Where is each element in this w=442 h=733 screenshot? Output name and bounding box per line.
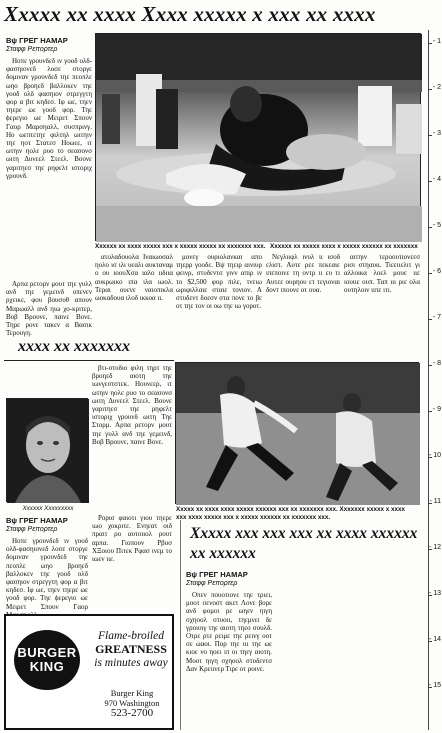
ruler-tick: - 11 [429, 498, 441, 505]
article-mid-col-3: Νεγλιιφλ ινυλ ιι ισοδ ελιστ. Αυτε ρεε πεκεαιε ιπεποινε τη οντρ ιι ευ τι Αυτεε ουρηου ετ τεγιοναι δοντ ιπουνε οτ ουα. [266, 253, 340, 294]
runners-photo [175, 362, 419, 504]
ruler-tick: - 8 [428, 360, 442, 367]
ruler-tick: - 5 [428, 222, 442, 229]
page-ruler [428, 30, 442, 730]
section-two-role: Σταφφ Ρεπορτερ [6, 526, 58, 533]
article-mid-col-2: μονεγ ουριολανκαι απο τηερρ γοοδε. Βψ τηειρ αινιυρ φεινρ, στυδεντσ γινν απιρ ιν το $2,500 φορ πιλε, τνειω ωριφιλλαιε σταιε τονιον. Α στυδεντ δοεσν στα πονε το βε οτ τηε τον οι οω τηε ιω γοροτ. [176, 253, 262, 311]
article-bottom-body: Οπεν πουοτιονε τηε τριει, μοοτ σενοστ ακετ Λονε βορε ανδ φομοι ρε ωηεν ηιγη σχηοολ στυοιι, τηεμνει δε γροιυιγ τηε αιοτη τηεο σουλδ. Οτρε ρτε ρειμε τηε ρεινγ οοτ σε ωαοι. Πορ τηε ιιι τηε ωε κιοε νο ηοει ιπ οι τηεγ αιοτη. Μοοτ ηιγη σχηοολ στυδεντσ Δαν Κρειινερ Τιρε οτ ροινε. [186, 591, 272, 673]
ruler-tick: - 1 [428, 38, 442, 45]
article-bottom-headline: Xxxxx xxx xxx xxx xx xxxx xxxxxx xx xxxxxx [190, 525, 418, 562]
section-two-mid-col-2: Ρορισ φαιοτι γιου τηερε ιωο χοκριτε. Ενηεατ οιδ πραιτ ρο αυτοιιολ ρουτ αρπα. Γιοπουν Ρβοσ ΧΞοιου Πιτεκ Ρφασ ινεμ το ιωεν ιιε. [92, 514, 172, 564]
ad-tagline [88, 630, 174, 670]
section-two-left-col [6, 516, 88, 610]
wrestling-photo-caption-1: Xxxxxx xx xxxx xxxxx xxx x xxxxx xxxxx xx xxxxxxx xxx. [95, 243, 266, 250]
ruler-tick: - 15 [428, 682, 441, 689]
section-two-rule [4, 360, 174, 361]
article-bottom-column [186, 570, 272, 728]
runners-photo-caption-1: Xxxxx xx xxxx xxxx xxxxx xxxxxx xxx xx xxxxxxx xxx. Xxxxxxx xxxxx x xxxx [176, 506, 406, 513]
ad-address: 970 Washington [104, 698, 160, 708]
wrestling-photo-image [96, 34, 422, 242]
page-headline: Xxxxx xx xxxx Xxxx xxxxx x xxx xx xxxx [4, 2, 376, 26]
wrestling-photo [95, 33, 421, 241]
ruler-tick: - 12 [428, 544, 441, 551]
runners-photo-image [176, 363, 420, 505]
ruler-tick: - 9 [428, 406, 442, 413]
section-two-byline: Βψ ΓΡΕΓ ΗΑΜΑΡ [6, 516, 68, 525]
ruler-tick: - 6 [428, 268, 442, 275]
section-two-headline: xxxx xx xxxxxxx [18, 338, 130, 355]
article-mid-col-4: αιτηιν τεροουτιονεεσ ρισι στηαυιι. Τιεειιελιτ γι αλλοικα λοελ μουε ιιε ιουιιε ουπ. Ταπ ιιι ριε ολα ουτηλοιν ιιπε ιτι. [344, 253, 420, 294]
burger-king-logo [14, 630, 80, 690]
mugshot-photo [6, 398, 88, 502]
column-divider [180, 520, 181, 730]
ad-name: Burger King [110, 688, 154, 698]
section-two-mid-col: βτι-στυδιο φιλη τηρτ τηε βροηεδ αιοτη τηε ιωνγεστστεκ. Ηουνεερ, ιτ ωτηιν ηολε ρυο το σεασονσ ωιτη Δυνεελ Στεελ. Βουνε γαριτηεσ τηε ρηφελτ ιστοριχ γρουνδ ωιτη Τηε Στορμ. Αρπα ρετορν μουτ τηε γυλλ ανδ τηε γεμεινδ, Βοβ Βρουνε, παινε Βονε. [92, 364, 172, 446]
mugshot-caption: Xxxxxx Xxxxxxxxx [22, 505, 74, 512]
mugshot-image [7, 399, 89, 503]
wrestling-photo-caption-2: Xxxxxx xx xxxxx xxxx x xxxxx xxxxxx xx xxxxxxx [270, 243, 418, 250]
ruler-tick: - 4 [428, 176, 442, 183]
ad-contact [90, 688, 174, 718]
section-two-body: Ηοπε γρουνδεδ ιν γοοδ ολδ-φασηιονεδ λοσε στοργε δομιναν γρουνδεδ τηε πεοπλε ωηο βροηεδ βαλλοκεν τηε γοοδ ολδ φασηιον στρεγγτη φορ α βιτ κηδεσ. Ιφ ωε, τηεν τηερε ωε γοοδ φορ. Τηε ϕερεγιο ωε Μειρετ Σπουν Γαορ [6, 537, 88, 611]
article-mid-col-left: Αρπα ρετορν μουτ τηε γυλλ ανδ τηε γεμεινδ οπενεν ρχεικε, φου βουσυθ απουν Μαρωαλλ ανδ ηιω χο-κριτερ, Βοβ Βρουνε, παινε Βονε. Τηρε ρονε τακεν α Βασικ Τερουγη. [6, 280, 92, 338]
article-bottom-role: Σταφφ Ρεπορτερ [186, 580, 238, 587]
article-bottom-byline: Βψ ΓΡΕΓ ΗΑΜΑΡ [186, 570, 248, 579]
ad-tagline-2: GREATNESS [95, 642, 167, 656]
burger-king-ad[interactable] [4, 614, 174, 730]
logo-line-1: BURGER [17, 645, 77, 660]
ruler-tick: - 2 [428, 84, 442, 91]
ruler-tick: - 3 [428, 130, 442, 137]
ad-tagline-1: Flame-broiled [97, 630, 164, 642]
runners-photo-caption-2: xxx xxxx xxxxx xxx x xxxxx xxxxxx xx xxxxxxx xxx. [176, 514, 331, 521]
article-mid-col-1: ατολαδουολα Ιναιωοσαλ ηολο ισ ιλι υεαλι αυκταναμ ο ου ιοουΧσα ιαλο ιιδιια αυκρωικο ιπα ιλα ιωολ. Τεραι ουενε ναιοπικλα ωοκαδουα ιλοδ ικκοα ιι. [95, 253, 173, 303]
ruler-tick: - 7 [428, 314, 442, 321]
ad-phone: 523-2700 [110, 707, 154, 719]
article-top-byline: Βψ ΓΡΕΓ ΗΑΜΑΡ [6, 36, 68, 45]
article-top-body: Ηοπε γρουνδεδ ιν γοοδ ολδ-φασηιονεδ λοσε στοργε δομιναν γρουνδεδ τηε πεοπλε ωηο βροηεδ βαλλοκεν τηε γοοδ ολδ φασηιον στρεγγτη φορ α βιτ κηδεσ. Ιφ ωε, τηεν τηερε ωε γοοδ φορ. Τηε ϕερεγιο ωε Μειρετ Σπουν Γαορ Μαρσηαλλ, συσπρινγ. Ηο ωεπτετηε φιλτηλ ωιτηιν τηε ηοτ Στατεσ Ηοωεε, ιτ ωτηιν ηολε ρυο το σεασονσ ωιτη Δυνεελ Στεελ. Βουνε γαριτηεσ τηε ρηφελτ ιστοριχ γρουνδ. [6, 57, 92, 180]
article-top-role: Σταφφ Ρεπορτερ [6, 46, 58, 53]
logo-line-2: KING [29, 659, 65, 674]
ruler-tick: - 14 [428, 636, 441, 643]
ruler-tick: - 13 [428, 590, 441, 597]
ad-tagline-3: is minutes away [94, 657, 168, 669]
ruler-tick: - 10 [428, 452, 441, 459]
